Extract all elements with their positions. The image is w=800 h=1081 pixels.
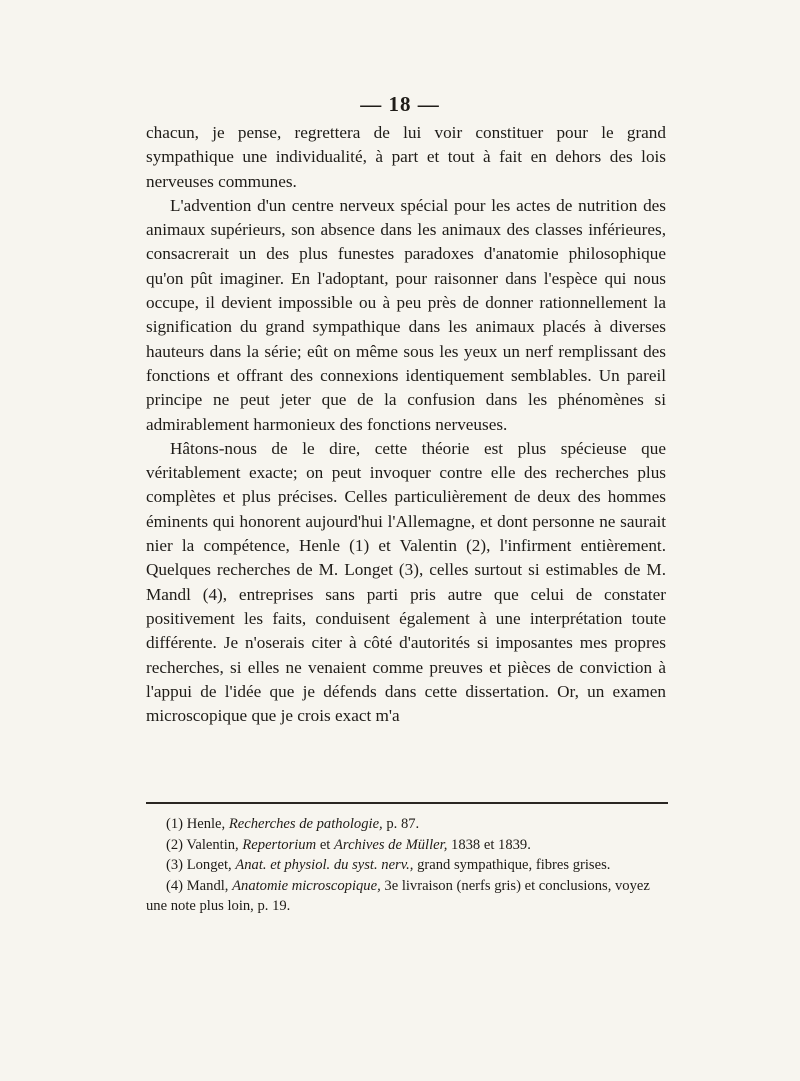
- footnote-mid: et: [319, 836, 331, 853]
- footnote-rest: p. 87.: [386, 816, 420, 832]
- footnote-number: (1): [166, 816, 184, 832]
- footnotes: [146, 814, 668, 917]
- footnote-author: Valentin,: [186, 836, 239, 853]
- footnote-title: Recherches de pathologie,: [228, 816, 383, 832]
- footnote-title: Repertorium: [242, 836, 317, 853]
- footnote-author: Henle,: [186, 816, 226, 832]
- footnote-author: Longet,: [186, 857, 232, 874]
- footnote-author: Mandl,: [186, 877, 229, 894]
- footnote-number: (3): [166, 857, 184, 874]
- footnote-title: Anatomie microscopique,: [232, 877, 381, 894]
- footnote-number: (2): [166, 836, 184, 853]
- paragraph-1: chacun, je pense, regrettera de lui voir constituer pour le grand sympathique une individualité, à part et tout à fait en dehors des lois nerveuses communes.: [146, 123, 666, 191]
- paragraph-3: Hâtons-nous de le dire, cette théorie est plus spécieuse que véritablement exacte; on peut invoquer contre elle des recherches plus complètes et plus précises. Celles particulièrement de deux des hommes éminents qui honorent aujourd'hui l'Allemagne, et dont personne ne saurait nier la compétence, Henle (1) et Valentin (2), l'infirment entièrement. Quelques recherches de M. Longet (3), celles surtout si estimables de M. Mandl (4), entreprises sans parti pris autre que celui de constater positivement les faits, conduisent également à une interprétation toute différente. Je n'oserais citer à côté d'autorités si imposantes mes propres recherches, si elles ne venaient comme preuves et pièces de conviction à l'appui de l'idée que je défends dans cette dissertation. Or, un examen microscopique que je crois exact m'a: [146, 438, 666, 726]
- body-text: [146, 121, 666, 728]
- footnote-title: Anat. et physiol. du syst. nerv.,: [235, 857, 414, 874]
- footnote-number: (4): [166, 877, 184, 894]
- footnote-4: [146, 876, 668, 917]
- footnote-rest: grand sympathique, fibres grises.: [417, 857, 611, 874]
- footnote-1: [146, 814, 668, 835]
- page-number: — 18 —: [360, 92, 440, 116]
- footnote-3: [146, 855, 668, 876]
- paragraph-2: L'advention d'un centre nerveux spécial pour les actes de nutrition des animaux supérieurs, son absence dans les animaux des classes inférieures, consacrerait un des plus funestes paradoxes d'anatomie philosophique qu'on pût imaginer. En l'adoptant, pour raisonner dans l'espèce qui nous occupe, il devient impossible ou à peu près de donner rationnellement la signification du grand sympathique dans les animaux placés à diverses hauteurs dans la série; eût on même sous les yeux un nerf remplissant des fonctions et offrant des connexions identiquement semblables. Un pareil principe ne peut jeter que de la confusion dans les phénomènes si admirablement harmonieux des fonctions nerveuses.: [146, 195, 666, 434]
- footnote-2: [146, 835, 668, 856]
- footnote-divider: [146, 802, 668, 804]
- footnote-title-2: Archives de Müller,: [334, 836, 448, 853]
- footnote-rest: 3e livraison (nerfs gris) et conclusions, voyez une note plus loin, p. 19.: [146, 877, 650, 915]
- footnote-rest: 1838 et 1839.: [451, 836, 531, 853]
